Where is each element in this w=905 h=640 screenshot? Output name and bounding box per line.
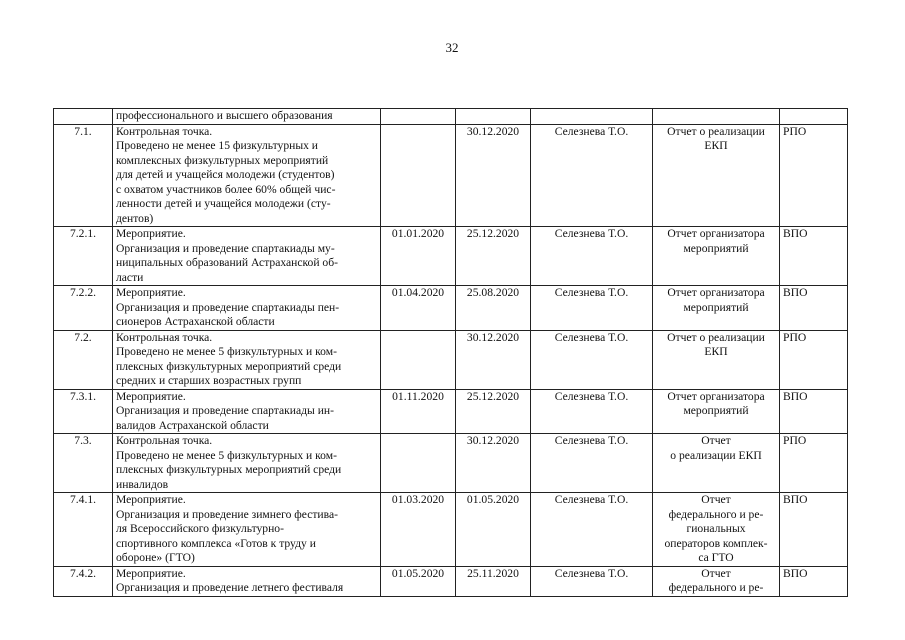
table-row	[54, 566, 848, 596]
table-row	[54, 330, 848, 389]
table-row	[54, 434, 848, 493]
start-date: 01.03.2020	[381, 493, 456, 567]
responsible-person: Селезнева Т.О.	[531, 124, 653, 227]
responsible-person: Селезнева Т.О.	[531, 227, 653, 286]
row-description: Контрольная точка. Проведено не менее 5 физкультурных и ком- плексных физкультурных мероприятий среди средних и старших возрастных групп	[113, 330, 381, 389]
end-date: 25.11.2020	[456, 566, 531, 596]
start-date	[381, 330, 456, 389]
page-number: 32	[445, 40, 459, 55]
row-description: Мероприятие. Организация и проведение зимнего фестива- ля Всероссийского физкультурно- спортивного комплекса «Готов к труду и обороне» (ГТО)	[113, 493, 381, 567]
row-number	[54, 109, 113, 125]
end-date	[456, 109, 531, 125]
responsible-person: Селезнева Т.О.	[531, 493, 653, 567]
control-level: РПО	[780, 330, 848, 389]
row-number: 7.2.2.	[54, 286, 113, 331]
start-date: 01.01.2020	[381, 227, 456, 286]
responsible-person: Селезнева Т.О.	[531, 330, 653, 389]
row-description: Мероприятие. Организация и проведение летнего фестиваля	[113, 566, 381, 596]
row-description: профессионального и высшего образования	[113, 109, 381, 125]
end-date: 30.12.2020	[456, 124, 531, 227]
report-document: Отчет организатора мероприятий	[653, 227, 780, 286]
report-document: Отчет федерального и ре- гиональных операторов комплек- са ГТО	[653, 493, 780, 567]
end-date: 25.12.2020	[456, 227, 531, 286]
row-description: Мероприятие. Организация и проведение спартакиады ин- валидов Астраханской области	[113, 389, 381, 434]
report-document: Отчет организатора мероприятий	[653, 286, 780, 331]
responsible-person: Селезнева Т.О.	[531, 566, 653, 596]
start-date	[381, 124, 456, 227]
start-date: 01.05.2020	[381, 566, 456, 596]
table-row	[54, 124, 848, 227]
control-level: ВПО	[780, 389, 848, 434]
row-number: 7.3.1.	[54, 389, 113, 434]
report-document: Отчет о реализации ЕКП	[653, 330, 780, 389]
row-description: Мероприятие. Организация и проведение спартакиады пен- сионеров Астраханской области	[113, 286, 381, 331]
report-document: Отчет о реализации ЕКП	[653, 434, 780, 493]
responsible-person: Селезнева Т.О.	[531, 389, 653, 434]
row-description: Мероприятие. Организация и проведение спартакиады му- ниципальных образований Астраханской об- ласти	[113, 227, 381, 286]
row-number: 7.1.	[54, 124, 113, 227]
end-date: 30.12.2020	[456, 434, 531, 493]
responsible-person: Селезнева Т.О.	[531, 286, 653, 331]
table-row	[54, 493, 848, 567]
control-level: РПО	[780, 124, 848, 227]
end-date: 25.08.2020	[456, 286, 531, 331]
end-date: 25.12.2020	[456, 389, 531, 434]
responsible-person: Селезнева Т.О.	[531, 434, 653, 493]
start-date	[381, 434, 456, 493]
row-number: 7.2.	[54, 330, 113, 389]
start-date: 01.11.2020	[381, 389, 456, 434]
responsible-person	[531, 109, 653, 125]
row-description: Контрольная точка. Проведено не менее 5 физкультурных и ком- плексных физкультурных мероприятий среди инвалидов	[113, 434, 381, 493]
row-number: 7.3.	[54, 434, 113, 493]
control-level: ВПО	[780, 227, 848, 286]
report-document: Отчет федерального и ре-	[653, 566, 780, 596]
control-level: ВПО	[780, 286, 848, 331]
table-row	[54, 227, 848, 286]
start-date	[381, 109, 456, 125]
end-date: 01.05.2020	[456, 493, 531, 567]
row-description: Контрольная точка. Проведено не менее 15 физкультурных и комплексных физкультурных мероприятий для детей и учащейся молодежи (студентов) с охватом участников более 60% общей чис- ленности детей и учащейся молодежи (сту- дентов)	[113, 124, 381, 227]
activities-table	[53, 108, 848, 597]
report-document: Отчет организатора мероприятий	[653, 389, 780, 434]
row-number: 7.4.2.	[54, 566, 113, 596]
report-document: Отчет о реализации ЕКП	[653, 124, 780, 227]
report-document	[653, 109, 780, 125]
row-number: 7.2.1.	[54, 227, 113, 286]
control-level: ВПО	[780, 493, 848, 567]
end-date: 30.12.2020	[456, 330, 531, 389]
start-date: 01.04.2020	[381, 286, 456, 331]
row-number: 7.4.1.	[54, 493, 113, 567]
control-level: РПО	[780, 434, 848, 493]
table-row	[54, 109, 848, 125]
control-level: ВПО	[780, 566, 848, 596]
control-level	[780, 109, 848, 125]
table-row	[54, 286, 848, 331]
table-row	[54, 389, 848, 434]
